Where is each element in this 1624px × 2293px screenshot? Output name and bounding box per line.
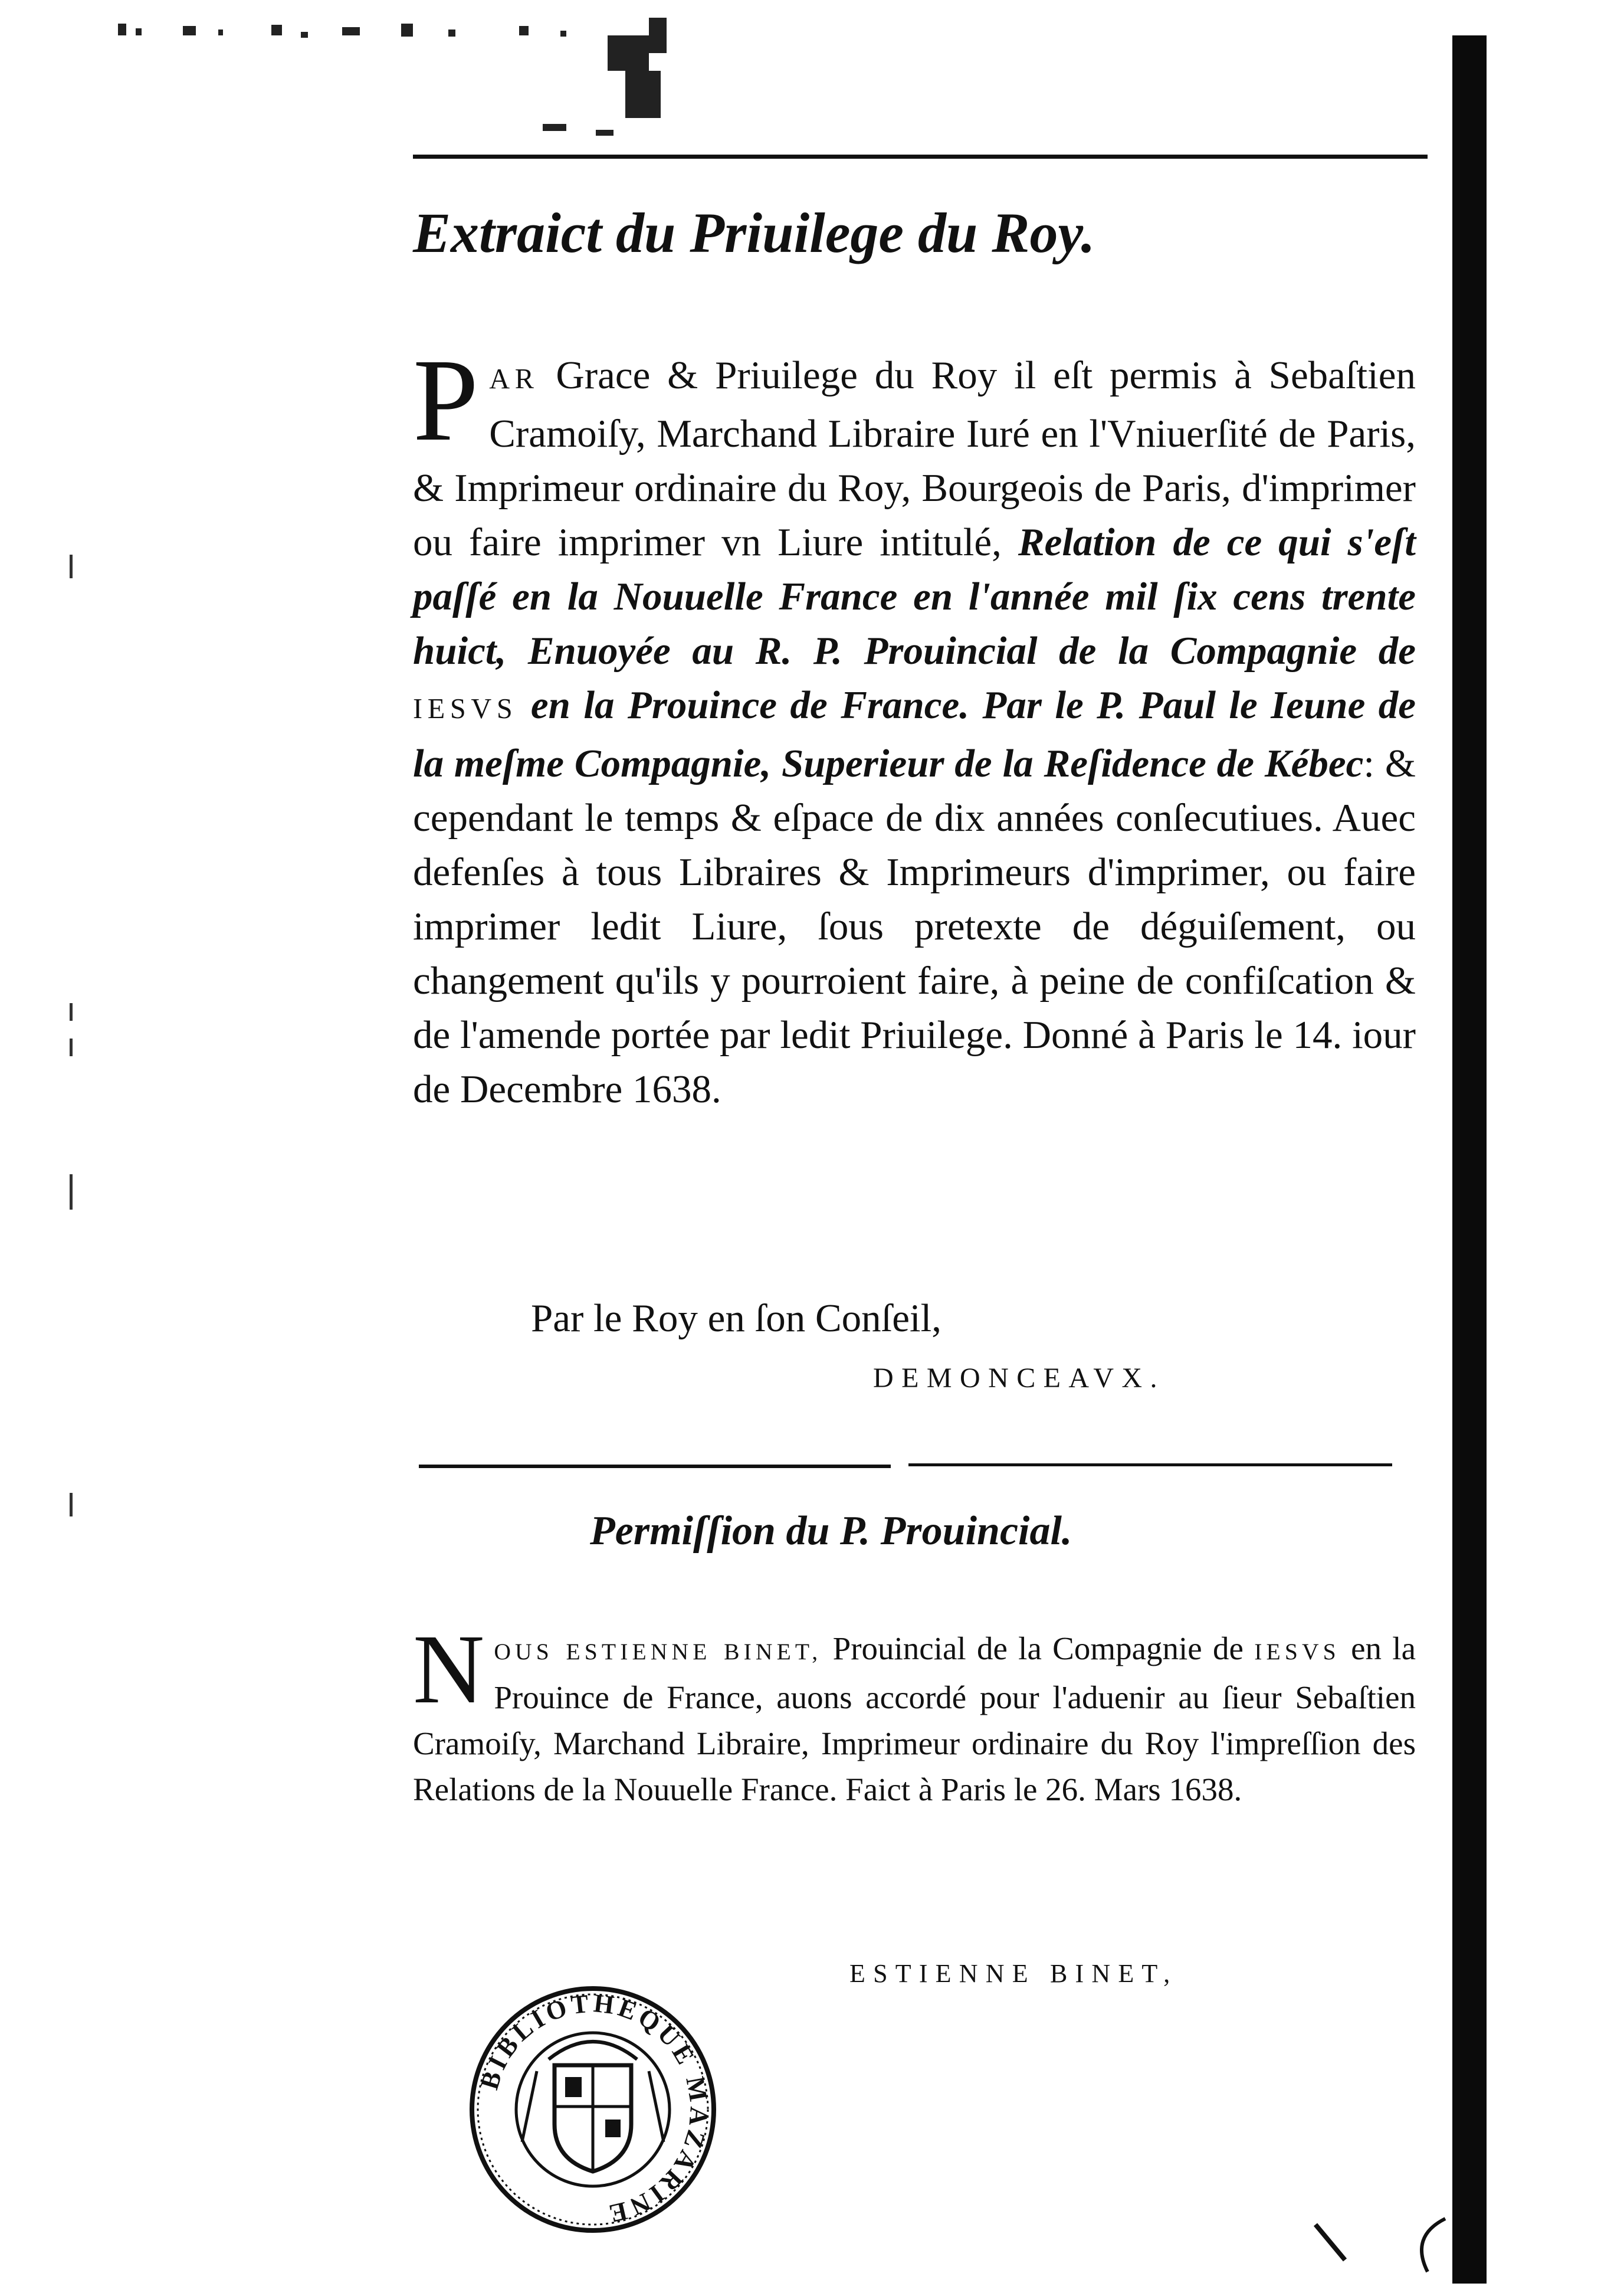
privilege-text <box>413 335 1416 1116</box>
middle-rule-left <box>419 1465 891 1468</box>
privilege-signoff-line: Par le Roy en ſon Conſeil, <box>531 1296 941 1340</box>
privilege-text-part-1: Grace & Priuilege du Roy il eſt permis à Sebaſtien Cramoiſy, Marchand Libraire Iuré en l'Vniuerſité de Paris, & Imprimeur ordinaire du Roy, Bourgeois de Paris, d'imprimer ou faire imprimer vn Liure intitulé, <box>413 353 1416 564</box>
book-title-part-2: en la Prouince de France. Par le P. Paul le Ieune de la meſme Compagnie, Superieur de la Reſidence de Kébec <box>413 683 1416 785</box>
permission-lead: OUS ESTIENNE BINET, <box>494 1639 822 1665</box>
permission-text <box>413 1614 1416 1813</box>
permission-title: Permiſſion du P. Prouincial. <box>590 1508 1072 1554</box>
top-ink-smudges <box>94 12 773 142</box>
privilege-text-part-2: : & cependant le temps & eſpace de dix années conſecutiues. Auec defenſes à tous Libraires & Imprimeurs d'imprimer, ou faire imprimer ledit Liure, ſous pretexte de déguiſement, ou changement qu'ils y pourroient faire, à peine de confiſcation & de l'amende portée par ledit Priuilege. Donné à Paris le 14. iour de Decembre 1638. <box>413 742 1416 1111</box>
permission-signoff-name: ESTIENNE BINET, <box>849 1959 1178 1988</box>
book-title-part-1: Relation de ce qui s'eſt paſſé en la Nouuelle France en l'année mil ſix cens trente huict, Enuoyée au R. P. Prouincial de la Compagnie de <box>413 520 1416 673</box>
privilege-title: Extraict du Priuilege du Roy. <box>413 201 1095 264</box>
permission-dropcap: N <box>413 1614 485 1724</box>
privilege-dropcap: P <box>413 335 479 466</box>
middle-rule-right <box>908 1463 1392 1466</box>
iesus-smallcaps: IESVS <box>413 693 518 725</box>
bottom-corner-marks <box>1310 2201 1463 2284</box>
privilege-signoff-name: DEMONCEAVX. <box>873 1362 1165 1394</box>
permission-text-part-2: en la Prouince de France, auons accordé pour l'aduenir au ſieur Sebaſtien Cramoiſy, Marchand Libraire, Imprimeur ordinaire du Roy l'impreſſion des Relations de la Nouuelle France. Faict à Paris le 26. Mars 1638. <box>413 1630 1416 1807</box>
privilege-lead: AR <box>489 363 539 395</box>
permission-iesus-smallcaps: IESVS <box>1254 1639 1340 1665</box>
permission-text-part-1: Prouincial de la Compagnie de <box>822 1630 1255 1666</box>
top-rule <box>413 155 1428 159</box>
seal-legend: BIBLIOTHEQUE MAZARINE <box>474 1989 714 2229</box>
binding-shadow <box>1452 35 1487 2284</box>
library-seal-stamp <box>466 1983 720 2236</box>
